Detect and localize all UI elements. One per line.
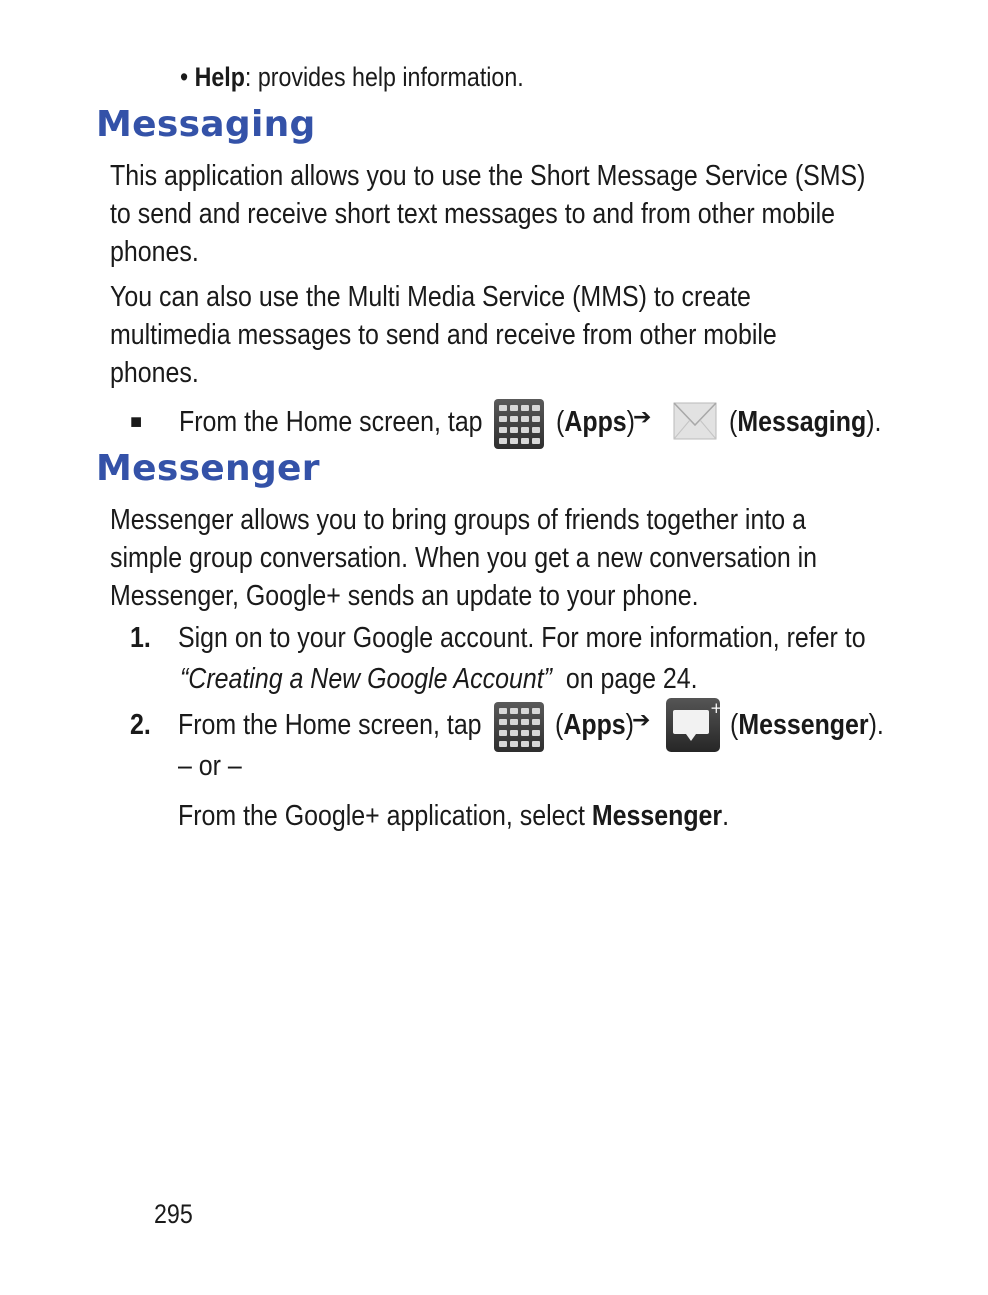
messaging-paragraph-2 — [110, 278, 885, 392]
grid-cell — [499, 427, 507, 433]
step-2-alternative: From the Google+ application, select Messenger. — [178, 800, 730, 832]
grid-cell — [521, 416, 529, 422]
page-number: 295 — [154, 1199, 193, 1229]
grid-cell — [532, 416, 540, 422]
grid-cell — [521, 427, 529, 433]
help-text: : provides help information. — [244, 62, 524, 92]
grid-cell — [521, 741, 529, 747]
square-bullet-marker: ■ — [130, 411, 143, 433]
grid-cell — [510, 708, 518, 714]
step-2-text: From the Home screen, tap — [178, 709, 482, 741]
grid-cell — [510, 438, 518, 444]
apps-label: Apps — [564, 406, 627, 438]
grid-cell — [521, 730, 529, 736]
messaging-heading: Messaging — [96, 104, 316, 145]
text-line: to send and receive short text messages to and from other mobile — [110, 198, 836, 230]
grid-cell — [532, 427, 540, 433]
text-line: simple group conversation. When you get a new conversation in — [110, 542, 818, 574]
apps-grid-icon — [494, 702, 544, 752]
arrow-icon: ➔ — [632, 708, 651, 733]
grid-cell — [499, 719, 507, 725]
bullet-marker: • — [180, 62, 189, 92]
text-line: phones. — [110, 357, 199, 389]
help-bullet — [180, 60, 580, 94]
grid-cell — [510, 427, 518, 433]
grid-cell — [510, 416, 518, 422]
grid-cell — [499, 405, 507, 411]
messenger-label-group: (Messenger). — [730, 709, 884, 741]
apps-label: Apps — [563, 709, 626, 741]
grid-cell — [521, 708, 529, 714]
grid-cell — [532, 719, 540, 725]
envelope-icon — [672, 399, 718, 445]
grid-cell — [532, 708, 540, 714]
text-line: You can also use the Multi Media Service (MMS) to create — [110, 281, 751, 313]
svg-text:+: + — [710, 699, 723, 717]
grid-cell — [499, 708, 507, 714]
apps-label-group: (Apps) — [556, 406, 635, 438]
text-line: This application allows you to use the Short Message Service (SMS) — [110, 160, 866, 192]
arrow-icon: ➔ — [633, 405, 652, 430]
messaging-label: Messaging — [737, 406, 867, 438]
grid-cell — [532, 405, 540, 411]
grid-cell — [521, 438, 529, 444]
grid-cell — [532, 438, 540, 444]
grid-cell — [532, 741, 540, 747]
step-1-line-2: “Creating a New Google Account” on page 24. — [180, 663, 698, 695]
text-line: Messenger, Google+ sends an update to your phone. — [110, 580, 699, 612]
step-number-2: 2. — [130, 709, 151, 741]
grid-cell — [510, 730, 518, 736]
grid-cell — [510, 719, 518, 725]
messaging-step-text: From the Home screen, tap — [179, 406, 483, 438]
grid-cell — [510, 405, 518, 411]
grid-cell — [499, 416, 507, 422]
messenger-chat-icon — [666, 698, 723, 752]
grid-cell — [499, 730, 507, 736]
grid-cell — [521, 405, 529, 411]
messenger-heading: Messenger — [96, 448, 320, 489]
step-1-line-1: Sign on to your Google account. For more information, refer to — [178, 622, 866, 654]
text-line: Messenger allows you to bring groups of friends together into a — [110, 504, 806, 536]
or-separator: – or – — [178, 750, 242, 782]
messenger-option: Messenger — [591, 800, 723, 832]
messaging-label-group: (Messaging). — [729, 406, 882, 438]
grid-cell — [532, 730, 540, 736]
apps-grid-icon — [494, 399, 544, 449]
grid-cell — [521, 719, 529, 725]
text-line: phones. — [110, 236, 199, 268]
apps-label-group: (Apps) — [555, 709, 634, 741]
grid-cell — [499, 741, 507, 747]
grid-cell — [510, 741, 518, 747]
messenger-paragraph — [110, 501, 932, 615]
messaging-paragraph-1 — [110, 157, 988, 271]
text-line: multimedia messages to send and receive from other mobile — [110, 319, 777, 351]
help-term: Help — [194, 62, 245, 92]
account-link[interactable]: “Creating a New Google Account” — [180, 663, 552, 695]
grid-cell — [499, 438, 507, 444]
messenger-label: Messenger — [738, 709, 869, 741]
step-number-1: 1. — [130, 622, 151, 654]
